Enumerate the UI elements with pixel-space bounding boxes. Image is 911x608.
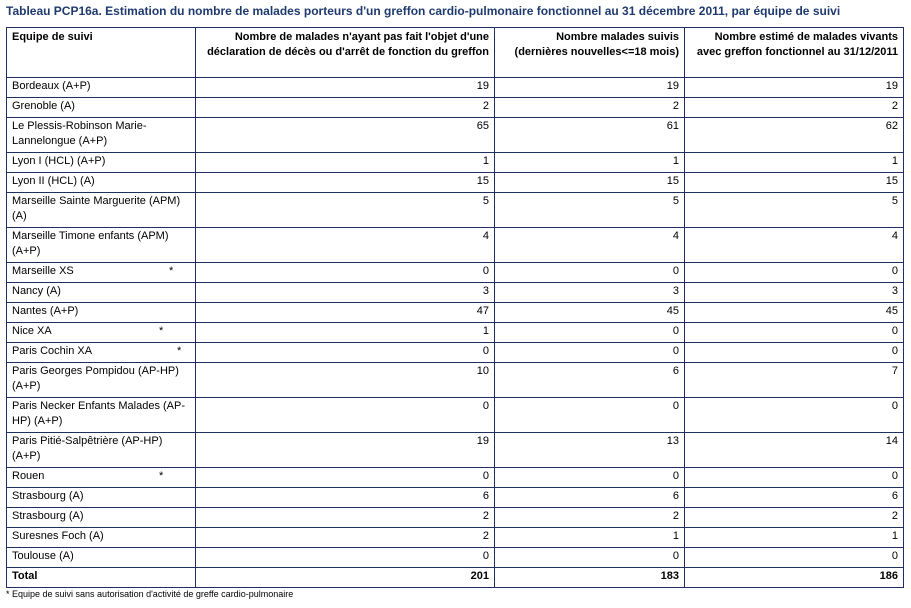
table-row [7, 528, 904, 548]
table-row [7, 283, 904, 303]
team-name: Paris Pitié-Salpêtrière (AP-HP) (A+P) [12, 435, 163, 462]
estimated-alive-count: 2 [685, 98, 904, 118]
followed-count: 0 [495, 468, 685, 488]
team-name: Marseille XS [12, 265, 74, 277]
not-declared-count: 2 [196, 528, 495, 548]
team-name: Toulouse (A) [12, 550, 74, 562]
followed-count: 5 [495, 193, 685, 228]
team-cell [7, 228, 196, 263]
team-name: Paris Cochin XA [12, 345, 93, 357]
not-declared-count: 1 [196, 323, 495, 343]
estimated-alive-count: 0 [685, 343, 904, 363]
followed-count: 0 [495, 263, 685, 283]
table-row [7, 343, 904, 363]
team-cell [7, 508, 196, 528]
header-estimated-alive: Nombre estimé de malades vivants avec greffon fonctionnel au 31/12/2011 [685, 28, 904, 78]
team-cell [7, 193, 196, 228]
no-authorization-marker: * [177, 345, 182, 357]
followed-count: 0 [495, 323, 685, 343]
table-row [7, 363, 904, 398]
estimated-alive-count: 3 [685, 283, 904, 303]
table-row [7, 488, 904, 508]
followed-count: 1 [495, 528, 685, 548]
estimated-alive-count: 45 [685, 303, 904, 323]
team-name: Strasbourg (A) [12, 490, 84, 502]
estimated-alive-count: 0 [685, 548, 904, 568]
header-followed: Nombre malades suivis (dernières nouvelles<=18 mois) [495, 28, 685, 78]
team-cell [7, 173, 196, 193]
total-row [7, 568, 904, 588]
total-followed: 183 [495, 568, 685, 588]
no-authorization-marker: * [159, 470, 164, 482]
team-cell [7, 303, 196, 323]
followed-count: 0 [495, 398, 685, 433]
followed-count: 13 [495, 433, 685, 468]
team-cell [7, 433, 196, 468]
team-name: Le Plessis-Robinson Marie-Lannelongue (A+P) [12, 120, 147, 147]
not-declared-count: 0 [196, 548, 495, 568]
data-table [6, 27, 904, 588]
team-cell [7, 488, 196, 508]
team-name: Grenoble (A) [12, 100, 75, 112]
not-declared-count: 0 [196, 468, 495, 488]
followed-count: 1 [495, 153, 685, 173]
followed-count: 45 [495, 303, 685, 323]
no-authorization-marker: * [159, 325, 164, 337]
not-declared-count: 47 [196, 303, 495, 323]
table-row [7, 78, 904, 98]
total-label: Total [7, 568, 196, 588]
not-declared-count: 19 [196, 433, 495, 468]
table-row [7, 228, 904, 263]
table-title: Tableau PCP16a. Estimation du nombre de malades porteurs d'un greffon cardio-pulmonaire fonctionnel au 31 décembre 2011, par équipe de suivi [6, 4, 841, 18]
no-authorization-marker: * [169, 265, 174, 277]
not-declared-count: 0 [196, 398, 495, 433]
team-name: Marseille Sainte Marguerite (APM) (A) [12, 195, 181, 222]
estimated-alive-count: 7 [685, 363, 904, 398]
estimated-alive-count: 0 [685, 323, 904, 343]
not-declared-count: 65 [196, 118, 495, 153]
team-name: Paris Necker Enfants Malades (AP-HP) (A+P) [12, 400, 186, 427]
table-row [7, 263, 904, 283]
footnote: * Equipe de suivi sans autorisation d'activité de greffe cardio-pulmonaire [6, 589, 294, 599]
not-declared-count: 3 [196, 283, 495, 303]
estimated-alive-count: 6 [685, 488, 904, 508]
table-row [7, 468, 904, 488]
estimated-alive-count: 15 [685, 173, 904, 193]
team-cell [7, 343, 196, 363]
not-declared-count: 19 [196, 78, 495, 98]
followed-count: 0 [495, 343, 685, 363]
not-declared-count: 0 [196, 263, 495, 283]
table-row [7, 303, 904, 323]
team-cell [7, 98, 196, 118]
not-declared-count: 0 [196, 343, 495, 363]
team-name: Marseille Timone enfants (APM) (A+P) [12, 230, 169, 257]
estimated-alive-count: 0 [685, 263, 904, 283]
estimated-alive-count: 1 [685, 153, 904, 173]
table-row [7, 433, 904, 468]
followed-count: 0 [495, 548, 685, 568]
team-name: Bordeaux (A+P) [12, 80, 91, 92]
followed-count: 6 [495, 363, 685, 398]
not-declared-count: 1 [196, 153, 495, 173]
estimated-alive-count: 0 [685, 468, 904, 488]
estimated-alive-count: 62 [685, 118, 904, 153]
total-estimated-alive: 186 [685, 568, 904, 588]
not-declared-count: 2 [196, 98, 495, 118]
team-name: Nancy (A) [12, 285, 61, 297]
team-cell [7, 468, 196, 488]
team-cell [7, 548, 196, 568]
table-row [7, 173, 904, 193]
table-row [7, 153, 904, 173]
estimated-alive-count: 0 [685, 398, 904, 433]
team-cell [7, 263, 196, 283]
not-declared-count: 15 [196, 173, 495, 193]
header-row [7, 28, 904, 78]
estimated-alive-count: 19 [685, 78, 904, 98]
team-name: Nice XA [12, 325, 52, 337]
team-name: Lyon II (HCL) (A) [12, 175, 95, 187]
table-row [7, 323, 904, 343]
not-declared-count: 10 [196, 363, 495, 398]
team-cell [7, 78, 196, 98]
team-cell [7, 398, 196, 433]
estimated-alive-count: 5 [685, 193, 904, 228]
followed-count: 2 [495, 98, 685, 118]
team-cell [7, 363, 196, 398]
team-name: Strasbourg (A) [12, 510, 84, 522]
team-cell [7, 153, 196, 173]
team-name: Paris Georges Pompidou (AP-HP) (A+P) [12, 365, 179, 392]
not-declared-count: 5 [196, 193, 495, 228]
team-cell [7, 528, 196, 548]
team-name: Nantes (A+P) [12, 305, 79, 317]
followed-count: 6 [495, 488, 685, 508]
table-row [7, 98, 904, 118]
followed-count: 2 [495, 508, 685, 528]
total-not-declared: 201 [196, 568, 495, 588]
estimated-alive-count: 14 [685, 433, 904, 468]
table-row [7, 193, 904, 228]
team-name: Rouen [12, 470, 45, 482]
estimated-alive-count: 1 [685, 528, 904, 548]
not-declared-count: 2 [196, 508, 495, 528]
followed-count: 3 [495, 283, 685, 303]
not-declared-count: 4 [196, 228, 495, 263]
followed-count: 19 [495, 78, 685, 98]
followed-count: 15 [495, 173, 685, 193]
header-not-declared: Nombre de malades n'ayant pas fait l'objet d'une déclaration de décès ou d'arrêt de fonction du greffon [196, 28, 495, 78]
table-row [7, 548, 904, 568]
estimated-alive-count: 2 [685, 508, 904, 528]
team-name: Lyon I (HCL) (A+P) [12, 155, 106, 167]
team-cell [7, 323, 196, 343]
team-name: Suresnes Foch (A) [12, 530, 104, 542]
team-cell [7, 118, 196, 153]
table-row [7, 398, 904, 433]
followed-count: 61 [495, 118, 685, 153]
followed-count: 4 [495, 228, 685, 263]
table-row [7, 508, 904, 528]
header-team: Equipe de suivi [7, 28, 196, 78]
estimated-alive-count: 4 [685, 228, 904, 263]
table-row [7, 118, 904, 153]
not-declared-count: 6 [196, 488, 495, 508]
team-cell [7, 283, 196, 303]
